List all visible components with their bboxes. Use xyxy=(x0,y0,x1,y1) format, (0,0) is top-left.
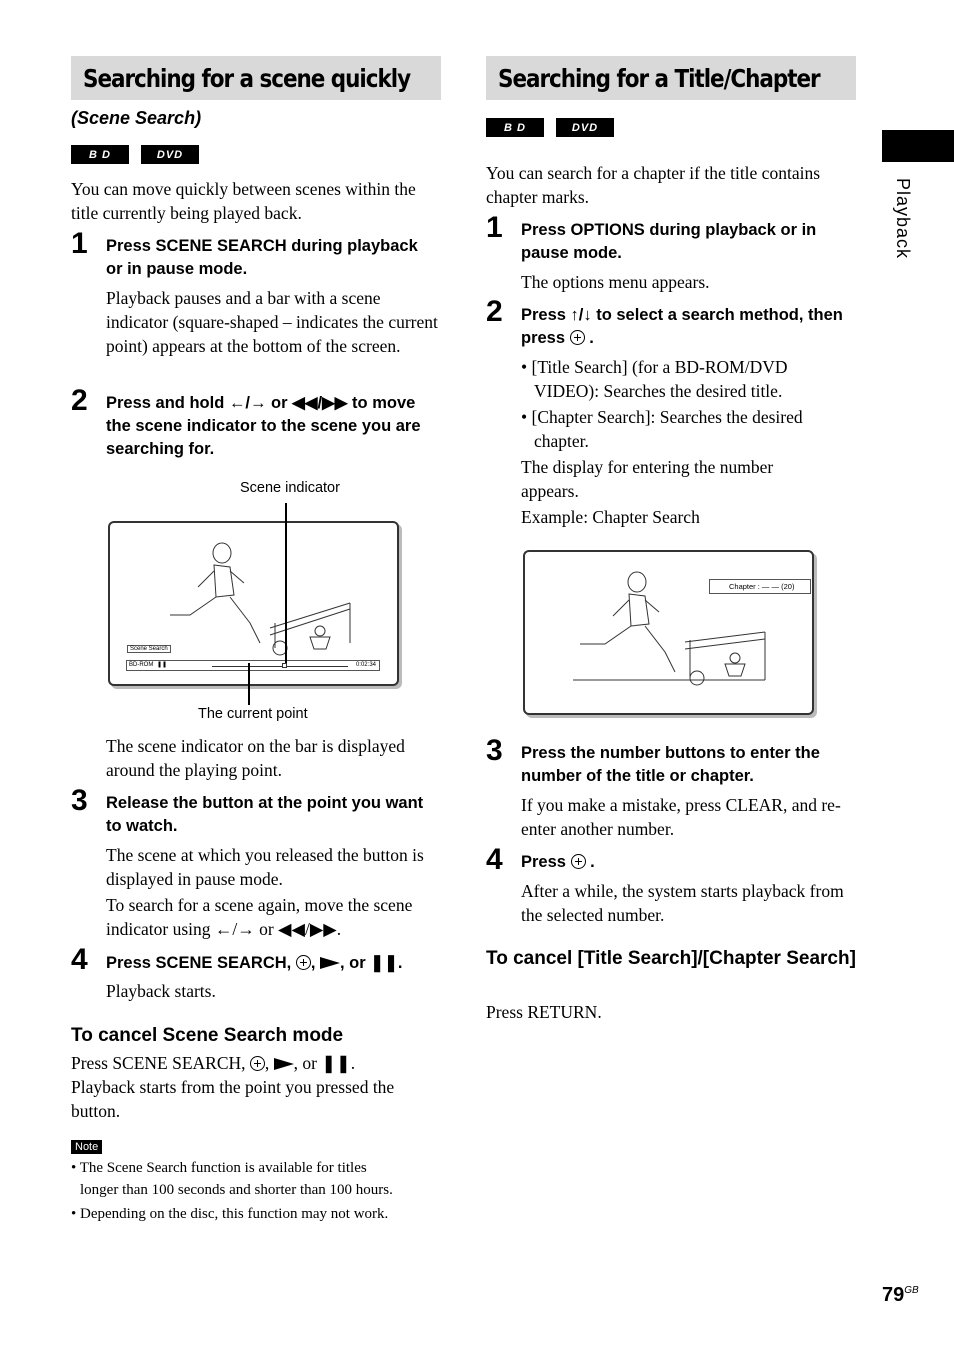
step-number-4: 4 xyxy=(71,943,88,976)
current-point-label: The current point xyxy=(198,706,308,722)
step-4-title-pre: Press xyxy=(521,853,566,871)
heading-text: Searching for a Title/Chapter xyxy=(498,63,820,93)
chapter-search-screen-illustration xyxy=(523,550,814,715)
step-3-body: If you make a mistake, press CLEAR, and re-enter another number. xyxy=(521,795,841,839)
step-2-title: Press and hold ←/→ or ◀◀/▶▶ to move the scene indicator to the scene you are searching for. xyxy=(106,394,421,458)
step-number-1: 1 xyxy=(71,227,88,260)
page-number-value: 79 xyxy=(882,1284,905,1306)
bd-badge: B D xyxy=(71,145,129,164)
step-1-title: Press OPTIONS during playback or in pause mode. xyxy=(521,221,817,262)
soccer-player-illustration xyxy=(525,552,812,713)
step-4-title-post: . xyxy=(590,853,595,871)
note-item-1-cont: longer than 100 seconds and shorter than 100 hours. xyxy=(80,1182,393,1198)
step-4-body: Playback starts. xyxy=(106,981,216,1001)
cancel-text-mid: , xyxy=(264,1053,270,1073)
scene-search-screen-illustration xyxy=(108,521,399,686)
step-3-title: Press the number buttons to enter the number of the title or chapter. xyxy=(521,744,820,785)
side-tab-label: Playback xyxy=(893,178,913,260)
step-2-title-pre: Press ↑/↓ to select a search method, then press xyxy=(521,306,843,347)
osd-pause: ❚❚ xyxy=(157,661,168,668)
step-number-3: 3 xyxy=(486,734,503,767)
section-heading-title-chapter xyxy=(486,56,856,100)
scene-search-intro: You can move quickly between scenes within the title currently being played back. xyxy=(71,179,416,223)
step-4-title-pre: Press SCENE SEARCH, xyxy=(106,954,292,972)
heading-text: Searching for a scene quickly xyxy=(83,63,411,93)
title-chapter-intro: You can search for a chapter if the title contains chapter marks. xyxy=(486,163,821,207)
page-number-suffix: GB xyxy=(904,1285,919,1296)
step-2-title-post: . xyxy=(589,329,594,347)
title-search-bullet: • [Title Search] (for a BD-ROM/DVD VIDEO): Searches the desired title. xyxy=(521,357,788,401)
step-1-body: The options menu appears. xyxy=(521,272,710,292)
chapter-search-bullet: • [Chapter Search]: Searches the desired chapter. xyxy=(521,407,803,451)
chapter-input-box: Chapter : — — (20) xyxy=(709,579,811,594)
step-1-body: Playback pauses and a bar with a scene indicator (square-shaped – indicates the current point) appears at the bottom of the screen. xyxy=(106,288,438,356)
enter-button-icon xyxy=(250,1056,265,1071)
cancel-text-pre: Press SCENE SEARCH, xyxy=(71,1053,246,1073)
step-number-4: 4 xyxy=(486,843,503,876)
step-4-title xyxy=(106,952,441,975)
step-4-title xyxy=(521,851,595,874)
step-4-body: After a while, the system starts playback from the selected number. xyxy=(521,881,844,925)
step-3-title: Release the button at the point you want to watch. xyxy=(106,794,424,835)
side-tab-marker xyxy=(882,130,954,162)
step-3-body-1: The scene at which you released the button is displayed in pause mode. xyxy=(106,845,424,889)
scene-indicator-label: Scene indicator xyxy=(240,480,340,496)
cancel-title-chapter-text: Press RETURN. xyxy=(486,1002,602,1022)
cancel-title-chapter-heading: To cancel [Title Search]/[Chapter Search] xyxy=(486,948,856,969)
page-number xyxy=(882,1284,919,1307)
play-button-icon xyxy=(274,1058,294,1070)
osd-source: BD-ROM xyxy=(129,662,154,668)
step-number-1: 1 xyxy=(486,211,503,244)
cancel-scene-search-text xyxy=(71,1051,441,1075)
osd-title: Scene Search xyxy=(127,645,171,653)
dvd-badge: DVD xyxy=(141,145,199,164)
osd-status-bar xyxy=(126,660,380,671)
play-button-icon xyxy=(320,957,340,969)
enter-button-icon xyxy=(296,955,311,970)
step-2-body-1: The display for entering the number appears. xyxy=(521,457,774,501)
step-1-title: Press SCENE SEARCH during playback or in pause mode. xyxy=(106,237,418,278)
scene-indicator-leader xyxy=(285,503,287,663)
enter-button-icon xyxy=(571,854,586,869)
bd-badge: B D xyxy=(486,118,544,137)
cancel-scene-search-text-2: Playback starts from the point you pressed the button. xyxy=(71,1077,395,1121)
step-2-body-2: Example: Chapter Search xyxy=(521,507,700,527)
step-number-2: 2 xyxy=(71,384,88,417)
note-item-2: • Depending on the disc, this function may not work. xyxy=(71,1206,389,1222)
note-item-1: • The Scene Search function is available for titles xyxy=(71,1160,367,1176)
current-point-leader xyxy=(248,663,250,705)
step-4-title-post: , or ❚❚. xyxy=(340,954,403,972)
step-number-3: 3 xyxy=(71,784,88,817)
cancel-text-post: , or ❚❚. xyxy=(293,1053,356,1073)
cancel-scene-search-heading: To cancel Scene Search mode xyxy=(71,1025,344,1046)
osd-progress-track xyxy=(212,666,348,667)
step-3-body-2: To search for a scene again, move the scene indicator using ←/→ or ◀◀/▶▶. xyxy=(106,895,413,939)
scene-search-subheading: (Scene Search) xyxy=(71,108,202,128)
step-number-2: 2 xyxy=(486,295,503,328)
note-label: Note xyxy=(71,1140,102,1154)
section-heading-scene-search xyxy=(71,56,441,100)
osd-current-point xyxy=(282,663,287,668)
step-2-title xyxy=(521,304,856,350)
osd-time: 0:02:34 xyxy=(355,662,376,668)
figure-caption: The scene indicator on the bar is displayed around the playing point. xyxy=(106,736,405,780)
step-4-title-mid: , xyxy=(310,954,316,972)
dvd-badge: DVD xyxy=(556,118,614,137)
enter-button-icon xyxy=(570,330,585,345)
